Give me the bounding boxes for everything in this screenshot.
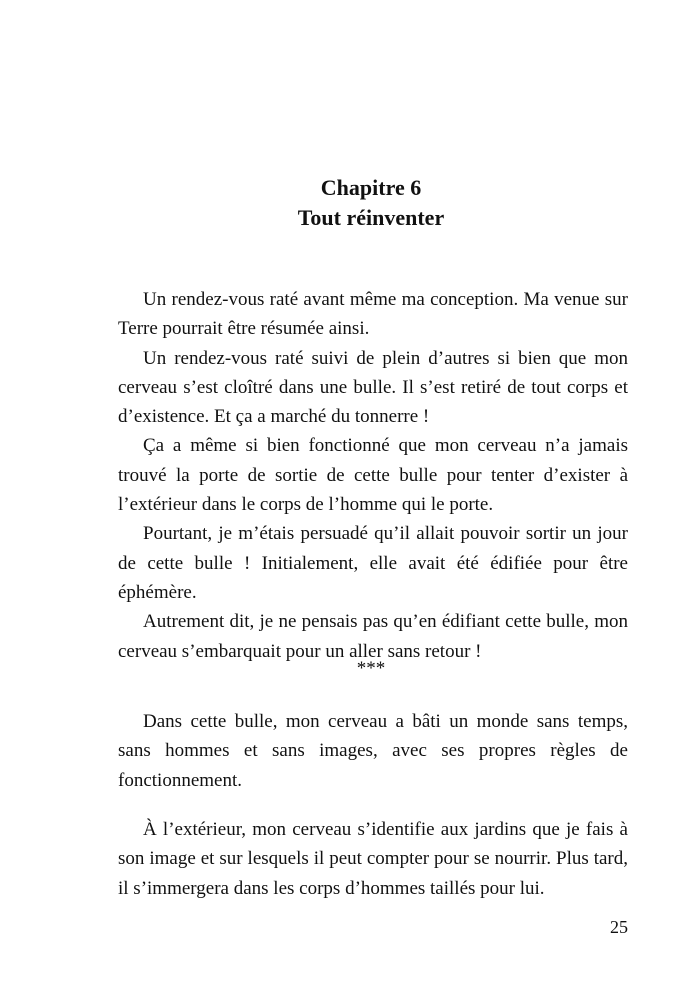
page-number: 25 <box>610 917 628 937</box>
chapter-number: Chapitre 6 <box>320 175 422 200</box>
paragraph: Autrement dit, je ne pensais pas qu’en édifiant cette bulle, mon cerveau s’embarquait pour un aller sans retour ! <box>118 611 628 662</box>
paragraph: Dans cette bulle, mon cerveau a bâti un monde sans temps, sans hommes et sans images, avec ses propres règles de fonctionnement. <box>118 711 628 791</box>
body-text-part1 <box>118 285 628 666</box>
paragraph: Pourtant, je m’étais persuadé qu’il allait pouvoir sortir un jour de cette bulle ! Initialement, elle avait été édifiée pour être éphémère. <box>118 523 628 603</box>
paragraph: À l’extérieur, mon cerveau s’identifie aux jardins que je fais à son image et sur lesquels il peut compter pour se nourrir. Plus tard, il s’immergera dans les corps d’hommes taillés pour lui. <box>118 819 628 899</box>
paragraph: Ça a même si bien fonctionné que mon cerveau n’a jamais trouvé la porte de sortie de cette bulle pour tenter d’exister à l’extérieur dans le corps de l’homme qui le porte. <box>118 435 628 516</box>
paragraph: Un rendez-vous raté suivi de plein d’autres si bien que mon cerveau s’est cloîtré dans une bulle. Il s’est retiré de tout corps et d’existence. Et ça a marché du tonnerre ! <box>118 347 628 428</box>
paragraph: Un rendez-vous raté avant même ma conception. Ma venue sur Terre pourrait être résumée ainsi. <box>118 289 628 340</box>
chapter-title: Tout réinventer <box>297 205 445 230</box>
section-separator: *** <box>356 658 386 679</box>
body-text-part2 <box>118 707 628 795</box>
body-text-part3 <box>118 815 628 903</box>
